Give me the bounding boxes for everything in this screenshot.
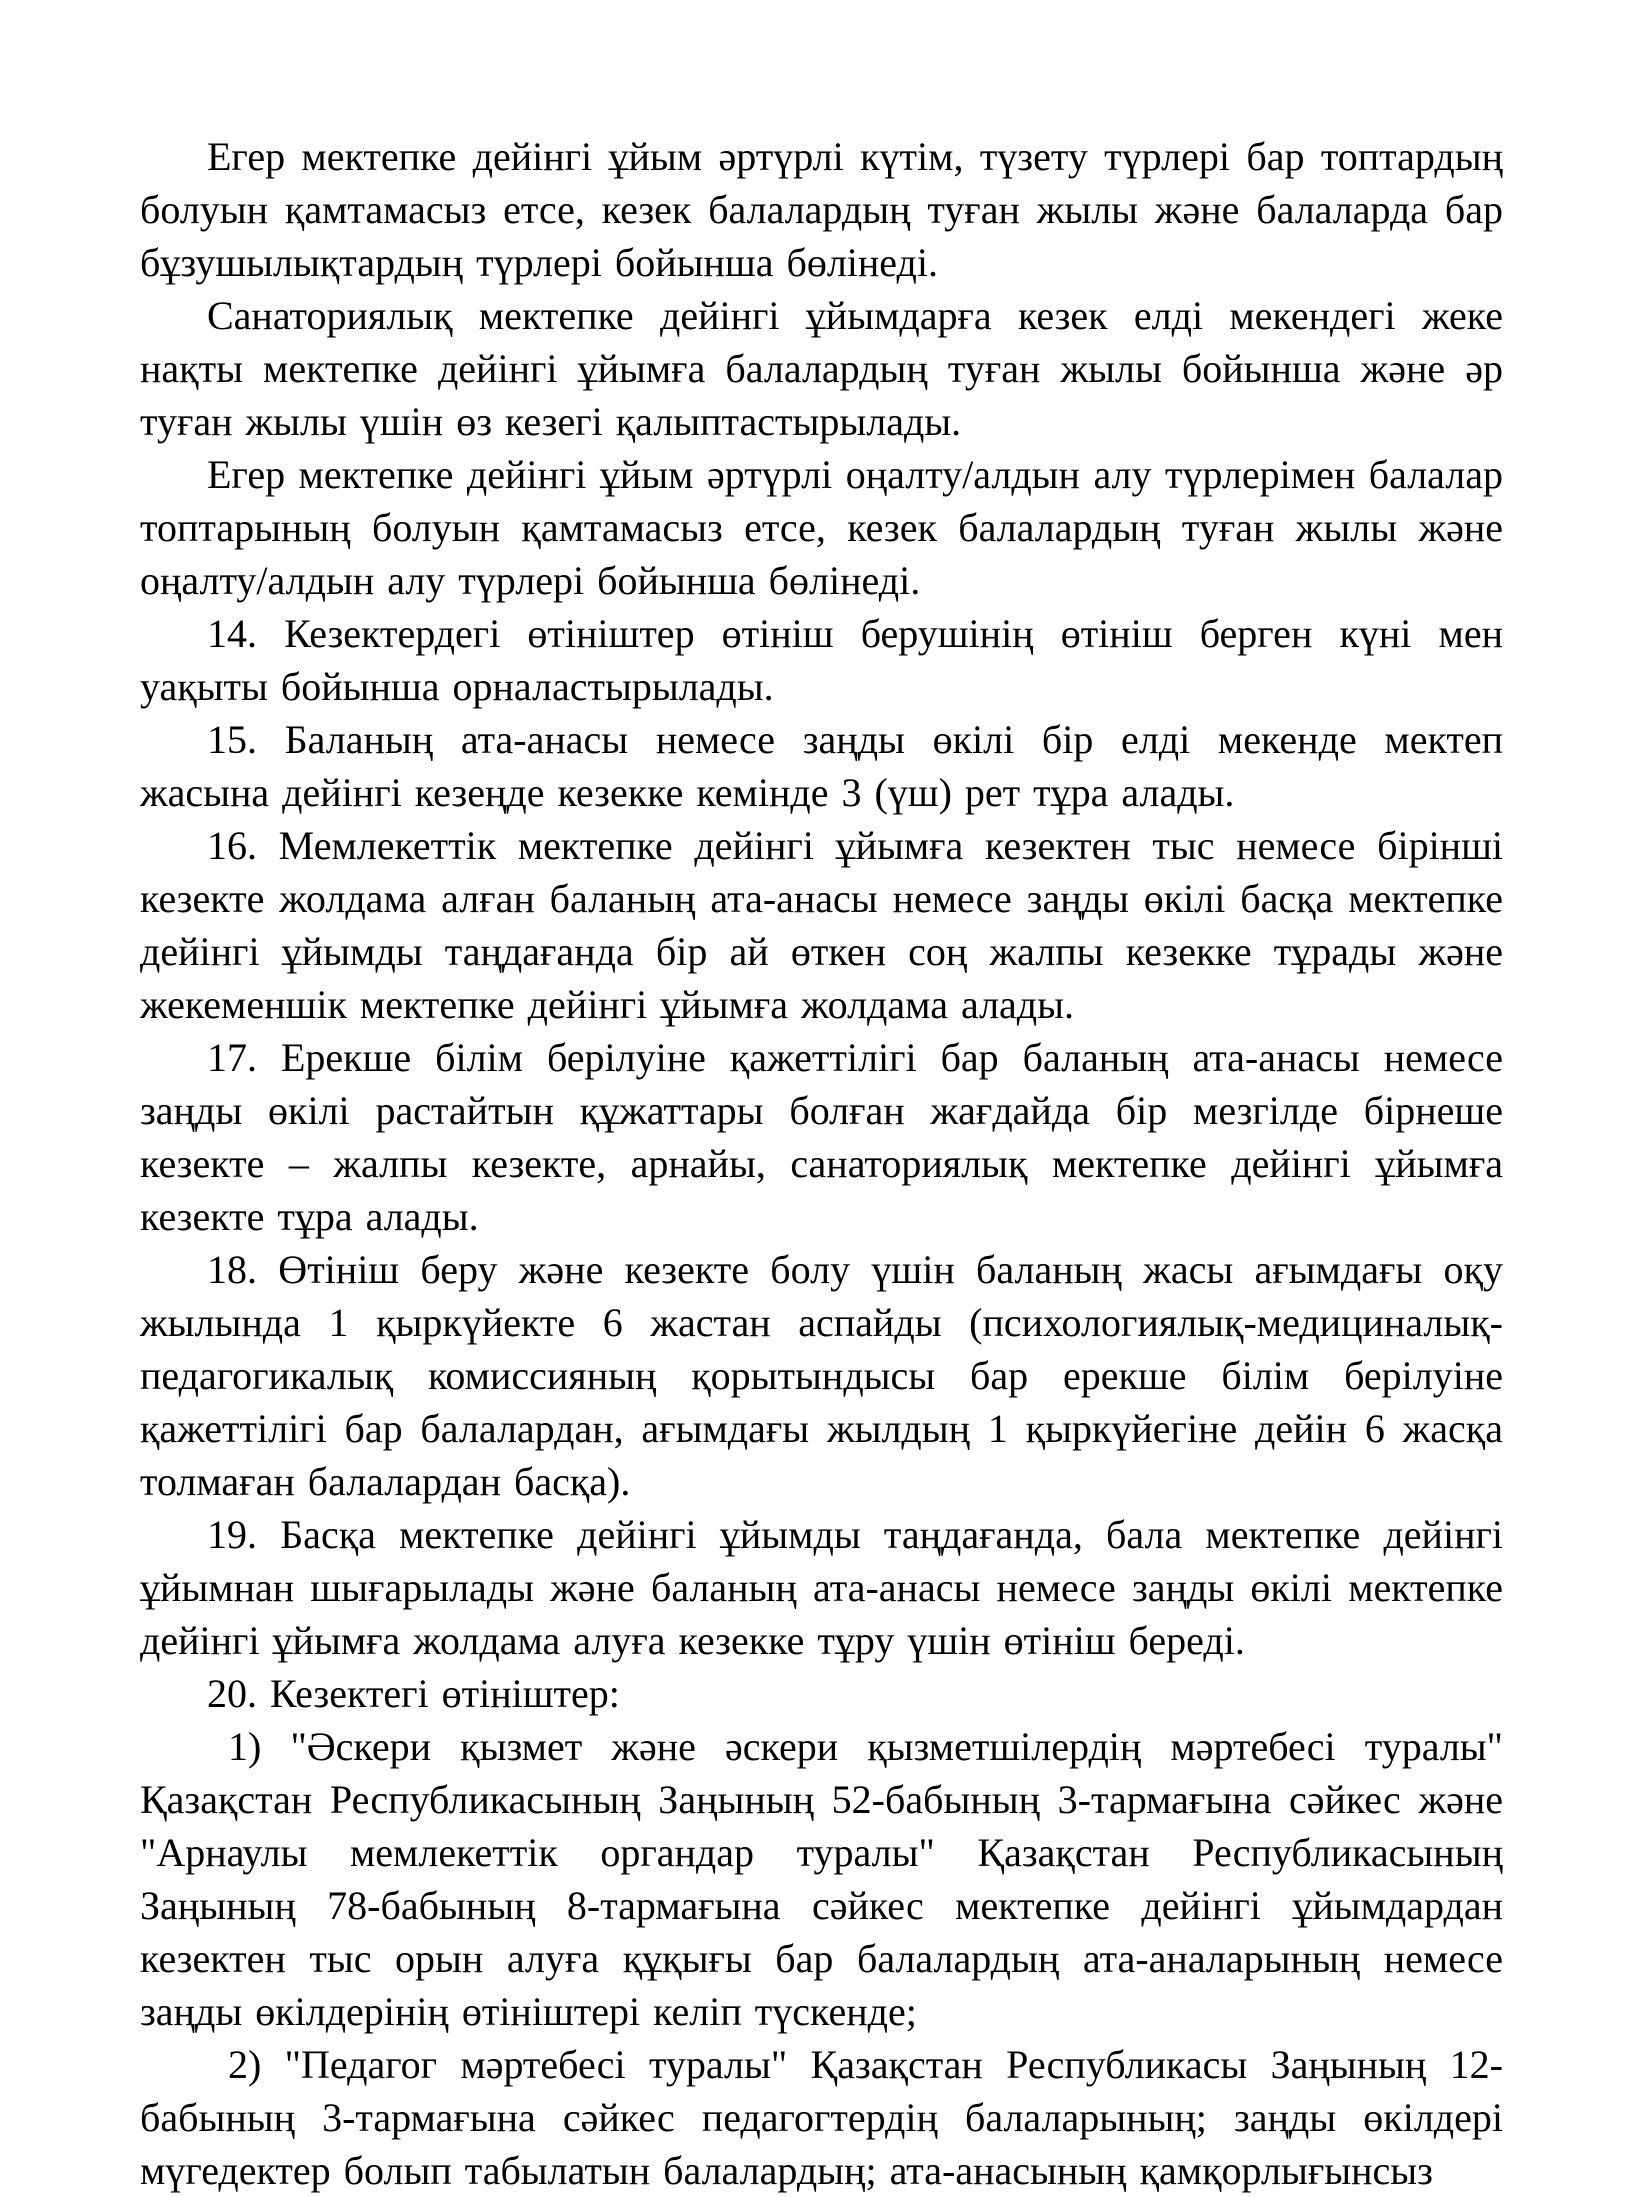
clause-20-item-1: 1) "Әскери қызмет және әскери қызметшілердің мәртебесі туралы" Қазақстан Республикасының Заңының 52-бабының 3-тармағына сәйкес және "Арнаулы мемлекеттік органдар туралы" Қазақстан Республикасының Заңының 78-бабының 8-тармағына сәйкес мектепке дейінгі ұйымдардан кезектен тыс орын алуға құқығы бар балалардың ата-аналарының немесе заңды өкілдерінің өтініштері келіп түскенде; bbox=[140, 1724, 1503, 2034]
clause-14: 14. Кезектердегі өтініштер өтініш берушінің өтініш берген күні мен уақыты бойынша орналастырылады. bbox=[140, 611, 1503, 709]
clause-20: 20. Кезектегі өтініштер: bbox=[207, 1671, 620, 1716]
paragraph-sanatorium-queue: Санаториялық мектепке дейінгі ұйымдарға кезек елді мекендегі жеке нақты мектепке дейінгі ұйымға балалардың туған жылы бойынша және әр туған жылы үшін өз кезегі қалыптастырылады. bbox=[140, 293, 1503, 444]
clause-19: 19. Басқа мектепке дейінгі ұйымды таңдағанда, бала мектепке дейінгі ұйымнан шығарылады және баланың ата-анасы немесе заңды өкілі мектепке дейінгі ұйымға жолдама алуға кезекке тұру үшін өтініш береді. bbox=[140, 1512, 1503, 1663]
clause-18: 18. Өтініш беру және кезекте болу үшін баланың жасы ағымдағы оқу жылында 1 қыркүйекте 6 жастан аспайды (психологиялық-медициналық-педагогикалық комиссияның қорытындысы бар ерекше білім берілуіне қажеттілігі бар балалардан, ағымдағы жылдың 1 қыркүйегіне дейін 6 жасқа толмаған балалардан басқа). bbox=[140, 1247, 1503, 1504]
clause-17: 17. Ерекше білім берілуіне қажеттілігі бар баланың ата-анасы немесе заңды өкілі растайтын құжаттары болған жағдайда бір мезгілде бірнеше кезекте – жалпы кезекте, арнайы, санаториялық мектепке дейінгі ұйымға кезекте тұра алады. bbox=[140, 1035, 1503, 1239]
paragraph-rehab-queue-split: Егер мектепке дейінгі ұйым әртүрлі оңалту/алдын алу түрлерімен балалар топтарының болуын қамтамасыз етсе, кезек балалардың туған жылы және оңалту/алдын алу түрлері бойынша бөлінеді. bbox=[140, 452, 1503, 603]
clause-16: 16. Мемлекеттік мектепке дейінгі ұйымға кезектен тыс немесе бірінші кезекте жолдама алған баланың ата-анасы немесе заңды өкілі басқа мектепке дейінгі ұйымды таңдағанда бір ай өткен соң жалпы кезекке тұрады және жекеменшік мектепке дейінгі ұйымға жолдама алады. bbox=[140, 823, 1503, 1027]
paragraph-care-queue-split: Егер мектепке дейінгі ұйым әртүрлі күтім, түзету түрлері бар топтардың болуын қамтамасыз етсе, кезек балалардың туған жылы және балаларда бар бұзушылықтардың түрлері бойынша бөлінеді. bbox=[140, 134, 1503, 285]
clause-15: 15. Баланың ата-анасы немесе заңды өкілі бір елді мекенде мектеп жасына дейінгі кезеңде кезекке кемінде 3 (үш) рет тұра алады. bbox=[140, 717, 1503, 815]
clause-20-item-2: 2) "Педагог мәртебесі туралы" Қазақстан Республикасы Заңының 12-бабының 3-тармағына сәйкес педагогтердің балаларының; заңды өкілдері мүгедектер болып табылатын балалардың; ата-анасының қамқорлығынсыз bbox=[140, 2042, 1503, 2193]
